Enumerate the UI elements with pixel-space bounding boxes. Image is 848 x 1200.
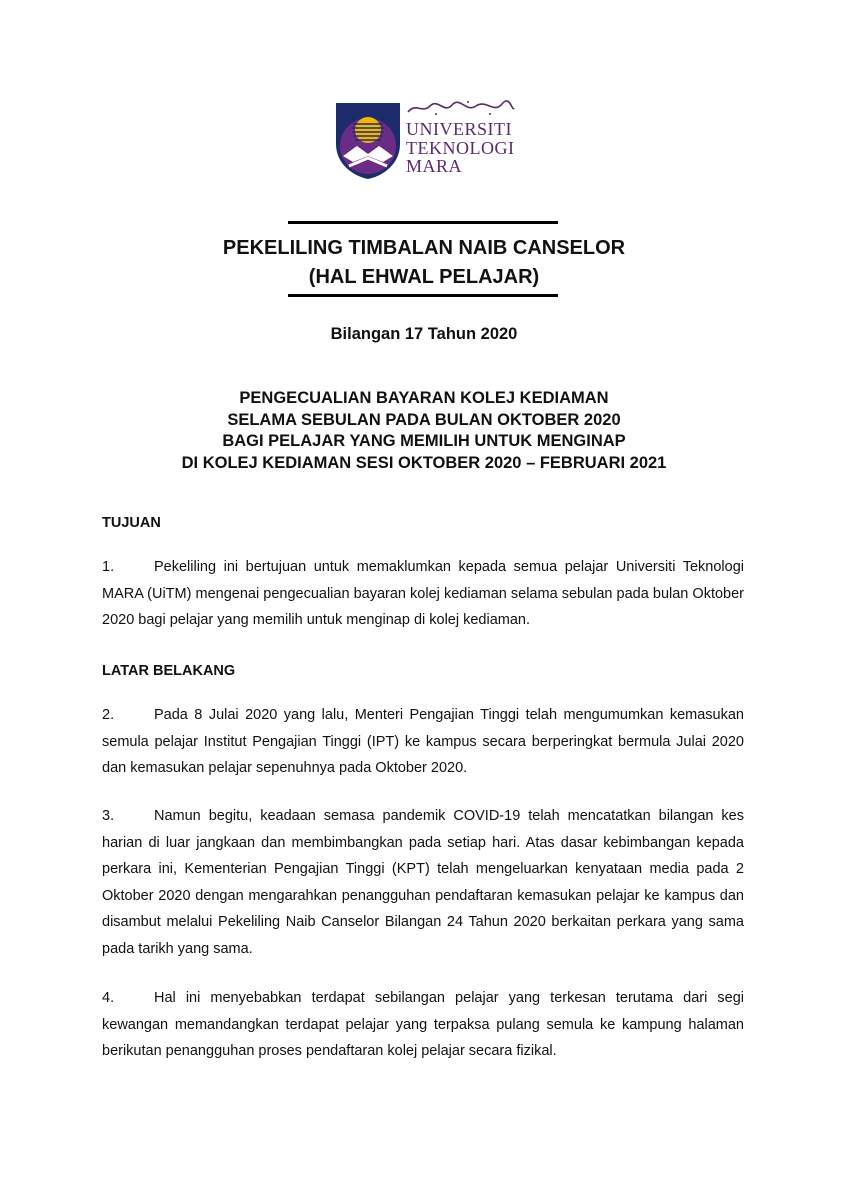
paragraph-3: [102, 803, 744, 962]
paragraph-number: 1.: [102, 559, 115, 575]
paragraph-text: Namun begitu, keadaan semasa pandemik COVID-19 telah mencatatkan bilangan kes harian di luar jangkaan dan membimbangkan pada setiap hari. Atas dasar kebimbangan kepada perkara ini, Kementerian Pengajian Tinggi (KPT) telah mengeluarkan kenyataan media pada 2 Oktober 2020 dengan mengarahkan penangguhan pendaftaran kemasukan pelajar ke kampus dan disambut melalui Pekeliling Naib Canselor Bilangan 24 Tahun 2020 berkaitan perkara yang sama pada tarikh yang sama.: [102, 808, 744, 957]
document-title: [0, 234, 848, 292]
paragraph-number: 3.: [102, 808, 115, 824]
paragraph-text: Pada 8 Julai 2020 yang lalu, Menteri Pengajian Tinggi telah mengumumkan kemasukan semula pelajar Institut Pengajian Tinggi (IPT) ke kampus secara berperingkat bermula Julai 2020 dan kemasukan pelajar sepenuhnya pada Oktober 2020.: [102, 707, 744, 776]
university-name-line: TEKNOLOGI: [406, 137, 515, 158]
subject-line: SELAMA SEBULAN PADA BULAN OKTOBER 2020: [227, 410, 621, 429]
paragraph-2: [102, 702, 744, 782]
jawi-script-icon: [406, 100, 516, 116]
title-top-rule: [288, 221, 558, 224]
subject-heading: [0, 388, 848, 474]
section-heading-tujuan: TUJUAN: [102, 515, 161, 531]
paragraph-text: Pekeliling ini bertujuan untuk memaklumkan kepada semua pelajar Universiti Teknologi MARA (UiTM) mengenai pengecualian bayaran kolej kediaman selama sebulan pada bulan Oktober 2020 bagi pelajar yang memilih untuk menginap di kolej kediaman.: [102, 559, 744, 628]
title-line: PEKELILING TIMBALAN NAIB CANSELOR: [222, 237, 626, 259]
paragraph-4: [102, 985, 744, 1065]
paragraph-text: Hal ini menyebabkan terdapat sebilangan pelajar yang terkesan terutama dari segi kewangan memandangkan terdapat pelajar yang terpaksa pulang semula ke kampung halaman berikutan penangguhan proses pendaftaran kolej pelajar secara fizikal.: [102, 990, 744, 1059]
subject-line: PENGECUALIAN BAYARAN KOLEJ KEDIAMAN: [239, 389, 609, 407]
title-line: (HAL EHWAL PELAJAR): [308, 266, 540, 288]
subject-line: BAGI PELAJAR YANG MEMILIH UNTUK MENGINAP: [222, 432, 626, 450]
circular-number: Bilangan 17 Tahun 2020: [330, 325, 518, 343]
university-name: [406, 120, 514, 176]
paragraph-number: 4.: [102, 990, 115, 1006]
section-heading-latar-belakang: LATAR BELAKANG: [102, 663, 236, 679]
university-name-line: UNIVERSITI: [406, 119, 512, 139]
paragraph-number: 2.: [102, 707, 115, 723]
paragraph-1: [102, 554, 744, 634]
subject-line: DI KOLEJ KEDIAMAN SESI OKTOBER 2020 – FEBRUARI 2021: [181, 453, 667, 472]
university-name-line: MARA: [406, 156, 463, 176]
uitm-crest-icon: [333, 100, 403, 180]
uitm-logo: [333, 100, 533, 180]
title-bottom-rule: [288, 294, 558, 297]
